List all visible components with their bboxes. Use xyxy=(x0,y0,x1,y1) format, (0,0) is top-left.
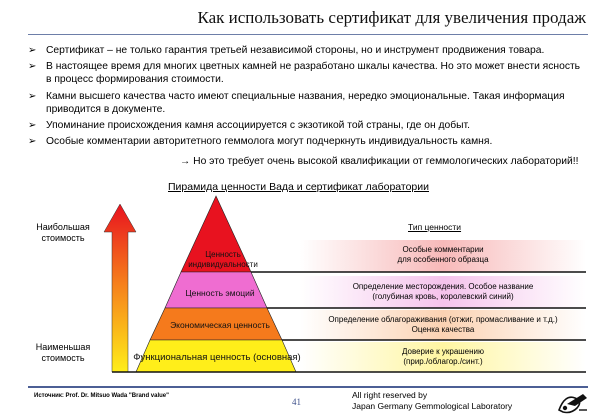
bullet-item: ➢ Особые комментарии авторитетного геммолога могут подчеркнуть индивидуальность камня. xyxy=(28,136,493,148)
pyramid-label-economic: Экономическая ценность xyxy=(170,320,270,330)
source-credit: Источник: Prof. Dr. Mitsuo Wada "Brand value" xyxy=(34,393,169,399)
copyright-notice: All right reserved by Japan Germany Gemmological Laboratory xyxy=(352,390,513,411)
bullet-arrow-icon: ➢ xyxy=(28,61,37,73)
bullet-item: ➢ Упоминание происхождения камня ассоциируется с экзотикой той страны, где он добыт. xyxy=(28,120,470,132)
bullet-arrow-icon: ➢ xyxy=(28,45,37,56)
footer-divider xyxy=(28,386,588,388)
bullet-item: ➢ Сертификат – не только гарантия третьей независимой стороны, но и инструмент продвижения товара. xyxy=(28,45,545,56)
bullet-arrow-icon: ➢ xyxy=(28,90,37,102)
value-type-header: Тип ценности xyxy=(408,222,462,232)
pyramid-label-individuality: Ценность индивидуальности xyxy=(188,250,258,269)
bullet-arrow-icon: ➢ xyxy=(28,120,37,132)
pyramid-title: Пирамида ценности Вада и сертификат лаборатории xyxy=(168,181,429,193)
comment-functional: Доверие к украшению (прир./облагор./синт.) xyxy=(401,347,485,366)
subnote: → Но это требует очень высокой квалификации от геммологических лабораторий!! xyxy=(180,156,579,167)
pyramid-label-functional: Функциональная ценность (основная) xyxy=(133,352,301,363)
pyramid-label-emotion: Ценность эмоций xyxy=(185,288,255,298)
gemstone-logo-icon xyxy=(553,390,591,416)
bullet-arrow-icon: ➢ xyxy=(28,136,37,148)
page-title: Как использовать сертификат для увеличения продаж xyxy=(197,8,586,27)
comment-individuality: Особые комментарии для особенного образца xyxy=(397,245,489,264)
bullet-item: ➢ В настоящее время для многих цветных камней не разработано шкалы качества. Но это может внести ясность в процесс формирования стоимости. xyxy=(28,61,581,86)
value-arrow-icon xyxy=(104,204,136,372)
lowest-value-label: Наименьшая стоимость xyxy=(35,342,91,363)
highest-value-label: Наибольшая стоимость xyxy=(36,222,90,243)
comment-economic: Определение облагораживания (отжиг, промасливание и т.д.) Оценка качества xyxy=(328,315,558,334)
comment-emotion: Определение месторождения. Особое название (голубиная кровь, королевский синий) xyxy=(352,282,534,301)
page-number: 41 xyxy=(292,397,301,407)
bullet-item: ➢ Камни высшего качества часто имеют специальные названия, нередко эмоциональные. Такая информация приводится в документе. xyxy=(28,90,565,115)
